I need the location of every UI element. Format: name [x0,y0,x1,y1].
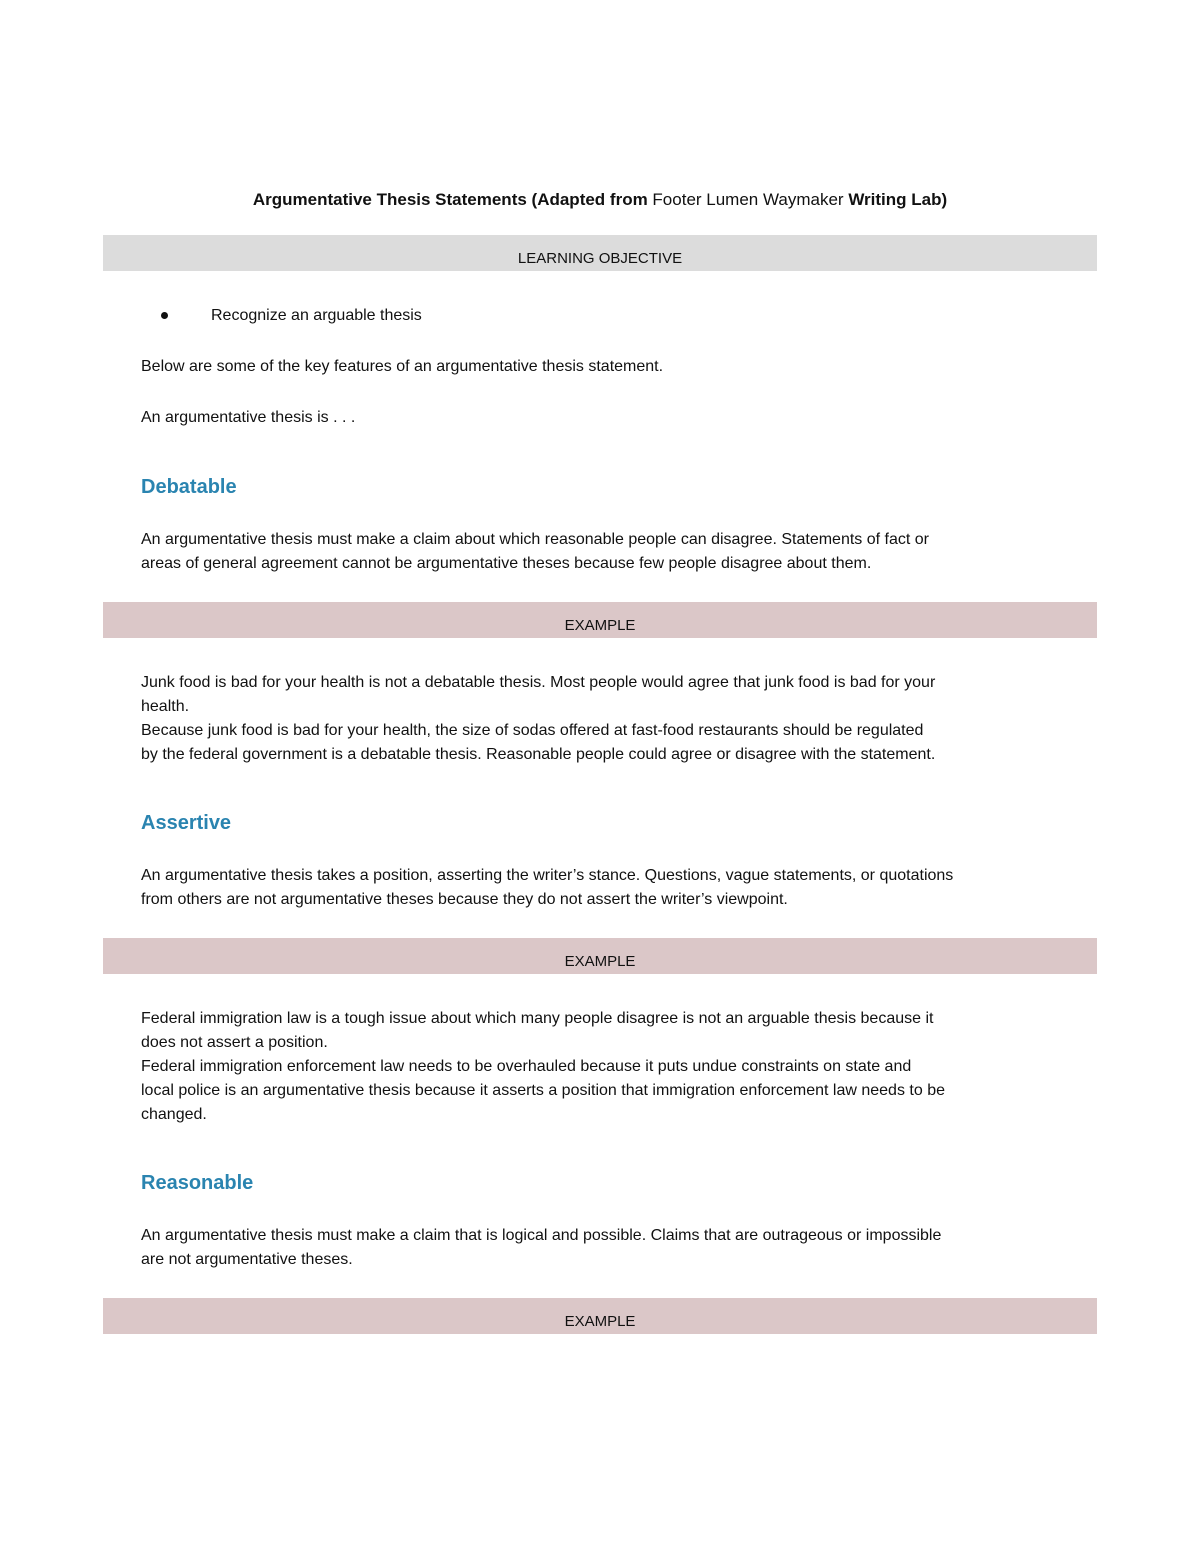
paragraph-line: Federal immigration law is a tough issue about which many people disagree is not an arguable thesis because it [141,1010,934,1027]
example-label: EXAMPLE [564,953,636,970]
example-label: EXAMPLE [564,617,636,634]
objective-bullet-text: Recognize an arguable thesis [211,307,422,324]
paragraph-line: Junk food is bad for your health is not a debatable thesis. Most people would agree that junk food is bad for your [141,674,936,691]
heading-debatable: Debatable [141,476,237,498]
paragraph-line: An argumentative thesis must make a claim about which reasonable people can disagree. Statements of fact or [141,531,929,548]
example-band-debatable [103,602,1097,638]
paragraph-line: Because junk food is bad for your health, the size of sodas offered at fast-food restaurants should be regulated [141,722,924,739]
paragraph-line: areas of general agreement cannot be argumentative theses because few people disagree about them. [141,555,872,572]
paragraph-line: An argumentative thesis takes a position, asserting the writer’s stance. Questions, vague statements, or quotations [141,867,954,884]
debatable-example-text [141,671,1071,767]
assertive-example-text [141,1007,1071,1127]
learning-objective-band [103,235,1097,271]
paragraph-line: are not argumentative theses. [141,1251,353,1268]
bullet-dot-icon [161,312,168,319]
example-band-assertive [103,938,1097,974]
example-label: EXAMPLE [564,1313,636,1330]
paragraph-line: Federal immigration enforcement law needs to be overhauled because it puts undue constraints on state and [141,1058,912,1075]
paragraph-line: An argumentative thesis must make a claim that is logical and possible. Claims that are outrageous or impossible [141,1227,942,1244]
paragraph-line: from others are not argumentative theses because they do not assert the writer’s viewpoint. [141,891,788,908]
paragraph-line: changed. [141,1106,207,1123]
heading-reasonable: Reasonable [141,1172,254,1194]
heading-assertive: Assertive [141,812,232,834]
example-band-reasonable [103,1298,1097,1334]
paragraph-line: health. [141,698,190,715]
reasonable-paragraph [141,1224,1071,1272]
learning-objective-label: LEARNING OBJECTIVE [517,250,683,267]
intro-line-2: An argumentative thesis is . . . [141,409,356,426]
paragraph-line: does not assert a position. [141,1034,328,1051]
paragraph-line: local police is an argumentative thesis because it asserts a position that immigration enforcement law needs to be [141,1082,945,1099]
intro-line-1: Below are some of the key features of an argumentative thesis statement. [141,358,664,375]
title-part-3: Writing Lab) [843,190,948,209]
document-title [0,188,1200,212]
debatable-paragraph [141,528,1071,576]
paragraph-line: by the federal government is a debatable thesis. Reasonable people could agree or disagree with the statement. [141,746,936,763]
assertive-paragraph [141,864,1071,912]
title-part-1: Argumentative Thesis Statements (Adapted from [252,190,653,209]
title-part-2: Footer Lumen Waymaker [652,190,844,209]
